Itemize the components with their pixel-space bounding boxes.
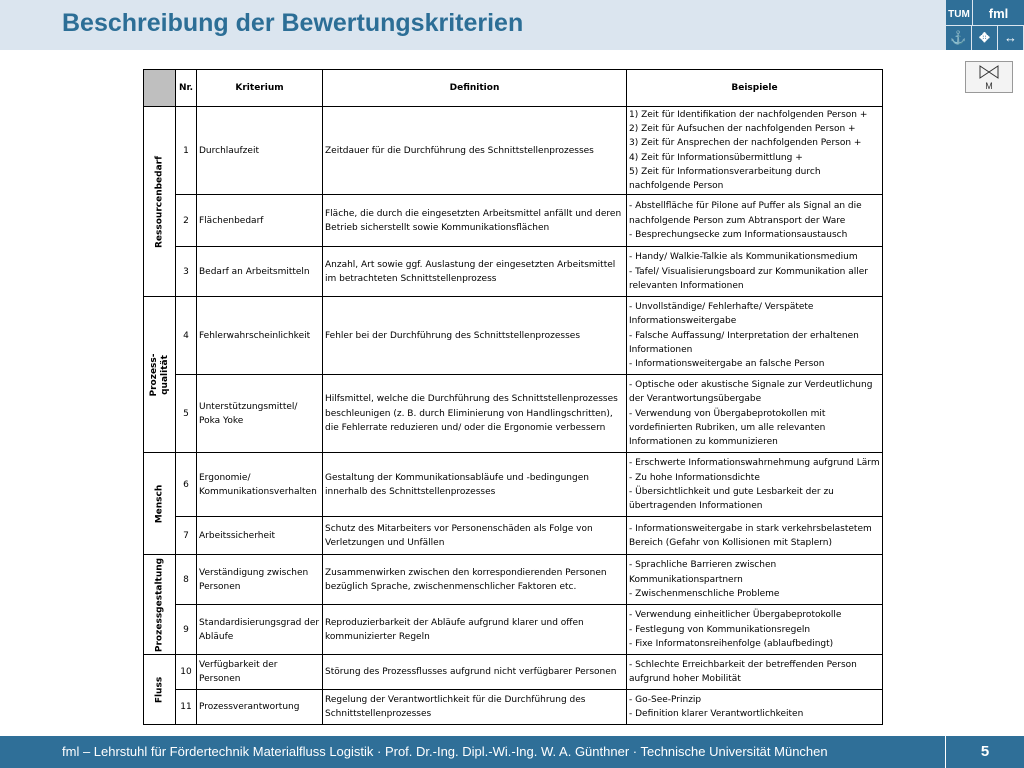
anchor-icon: ⚓ — [946, 26, 971, 50]
row-number: 8 — [176, 555, 197, 605]
row-number: 10 — [176, 655, 197, 690]
row-definition: Gestaltung der Kommunikationsabläufe und -bedingungen innerhalb des Schnittstellenprozesses — [323, 453, 627, 517]
table-row — [144, 107, 883, 195]
table-row — [144, 195, 883, 247]
row-definition: Schutz des Mitarbeiters vor Personenschäden als Folge von Verletzungen und Unfällen — [323, 517, 627, 555]
row-criterion: Durchlaufzeit — [197, 107, 323, 195]
row-number: 9 — [176, 605, 197, 655]
row-criterion: Verfügbarkeit der Personen — [197, 655, 323, 690]
group-cell — [144, 453, 176, 555]
row-criterion: Unterstützungsmittel/ Poka Yoke — [197, 375, 323, 453]
row-criterion: Arbeitssicherheit — [197, 517, 323, 555]
group-label: Fluss — [154, 676, 165, 703]
row-definition: Anzahl, Art sowie ggf. Auslastung der eingesetzten Arbeitsmittel im betrachteten Schnittstellenprozess — [323, 247, 627, 297]
row-definition: Fehler bei der Durchführung des Schnittstellenprozesses — [323, 297, 627, 375]
logo-group — [946, 0, 1024, 50]
row-criterion: Bedarf an Arbeitsmitteln — [197, 247, 323, 297]
fml-logo: fml — [973, 0, 1024, 25]
row-number: 6 — [176, 453, 197, 517]
table-row — [144, 247, 883, 297]
table-header-row — [144, 70, 883, 107]
cross-arrows-icon: ✥ — [972, 26, 997, 50]
table-row — [144, 555, 883, 605]
criteria-table — [143, 69, 883, 725]
row-examples: - Go-See-Prinzip - Definition klarer Verantwortlichkeiten — [627, 690, 883, 725]
row-examples: - Unvollständige/ Fehlerhafte/ Verspätete Informationsweitergabe - Falsche Auffassung/ Interpretation der erhaltenen Informationen - Informationsweitergabe an falsche Person — [627, 297, 883, 375]
group-label: Prozessgestaltung — [154, 557, 165, 652]
row-number: 4 — [176, 297, 197, 375]
double-arrow-icon: ↔ — [998, 26, 1023, 50]
header-nr: Nr. — [176, 70, 197, 107]
footer-bar — [0, 736, 945, 768]
row-number: 3 — [176, 247, 197, 297]
header-definition: Definition — [323, 70, 627, 107]
table-row — [144, 297, 883, 375]
valve-icon — [979, 65, 999, 79]
table-row — [144, 655, 883, 690]
group-cell — [144, 107, 176, 297]
row-examples: - Schlechte Erreichbarkeit der betreffenden Person aufgrund hoher Mobilität — [627, 655, 883, 690]
row-definition: Zeitdauer für die Durchführung des Schnittstellenprozesses — [323, 107, 627, 195]
group-label: Mensch — [154, 484, 165, 524]
row-examples: - Erschwerte Informationswahrnehmung aufgrund Lärm - Zu hohe Informationsdichte - Übersichtlichkeit und gute Lesbarkeit der zu übertragenden Informationen — [627, 453, 883, 517]
row-number: 2 — [176, 195, 197, 247]
row-examples: - Verwendung einheitlicher Übergabeprotokolle - Festlegung von Kommunikationsregeln - Fixe Informatonsreihenfolge (ablaufbedingt) — [627, 605, 883, 655]
row-criterion: Fehlerwahrscheinlichkeit — [197, 297, 323, 375]
header-criterion: Kriterium — [197, 70, 323, 107]
row-definition: Zusammenwirken zwischen den korrespondierenden Personen bezüglich Sprache, zwischenmenschlicher Faktoren etc. — [323, 555, 627, 605]
slide-title: Beschreibung der Bewertungskriterien — [62, 9, 524, 37]
row-definition: Störung des Prozessflusses aufgrund nicht verfügbarer Personen — [323, 655, 627, 690]
footer-text: fml – Lehrstuhl für Fördertechnik Materialfluss Logistik · Prof. Dr.-Ing. Dipl.-Wi.-Ing. W. A. Günthner · Technische Universität München — [62, 744, 828, 759]
group-label: Ressourcenbedarf — [154, 155, 165, 248]
row-examples: - Abstellfläche für Pilone auf Puffer als Signal an die nachfolgende Person zum Abtransport der Ware - Besprechungsecke zum Informationsaustausch — [627, 195, 883, 247]
row-definition: Regelung der Verantwortlichkeit für die Durchführung des Schnittstellenprozesses — [323, 690, 627, 725]
table-row — [144, 605, 883, 655]
page-number-box — [946, 736, 1024, 768]
row-examples: - Informationsweitergabe in stark verkehrsbelastetem Bereich (Gefahr von Kollisionen mit Staplern) — [627, 517, 883, 555]
row-criterion: Standardisierungsgrad der Abläufe — [197, 605, 323, 655]
row-number: 11 — [176, 690, 197, 725]
row-examples: 1) Zeit für Identifikation der nachfolgenden Person + 2) Zeit für Aufsuchen der nachfolgenden Person + 3) Zeit für Ansprechen der nachfolgenden Person + 4) Zeit für Informationsübermittlung + 5) Zeit für Informationsverarbeitung durch nachfolgende Person — [627, 107, 883, 195]
row-criterion: Ergonomie/ Kommunikationsverhalten — [197, 453, 323, 517]
page-number: 5 — [980, 743, 990, 760]
row-number: 7 — [176, 517, 197, 555]
valve-symbol — [965, 61, 1013, 93]
table-row — [144, 517, 883, 555]
row-examples: - Handy/ Walkie-Talkie als Kommunikationsmedium - Tafel/ Visualisierungsboard zur Kommunikation aller relevanten Informationen — [627, 247, 883, 297]
group-cell — [144, 555, 176, 655]
row-criterion: Verständigung zwischen Personen — [197, 555, 323, 605]
valve-label: M — [985, 81, 993, 91]
group-label: Prozess- qualität — [148, 353, 170, 397]
header-examples: Beispiele — [627, 70, 883, 107]
row-examples: - Optische oder akustische Signale zur Verdeutlichung der Verantwortungsübergabe - Verwendung von Übergabeprotokollen mit vordefinierten Rubriken, um alle relevanten Informationen zu kommunizieren — [627, 375, 883, 453]
row-examples: - Sprachliche Barrieren zwischen Kommunikationspartnern - Zwischenmenschliche Probleme — [627, 555, 883, 605]
header-bar — [0, 0, 1024, 50]
row-number: 5 — [176, 375, 197, 453]
header-corner — [144, 70, 176, 107]
row-definition: Hilfsmittel, welche die Durchführung des Schnittstellenprozesses beschleunigen (z. B. durch Eliminierung von Handlingschritten), die Fehlerrate reduzieren und/ oder die Ergonomie verbessern — [323, 375, 627, 453]
row-definition: Reproduzierbarkeit der Abläufe aufgrund klarer und offen kommunizierter Regeln — [323, 605, 627, 655]
row-criterion: Prozessverantwortung — [197, 690, 323, 725]
tum-logo: TUM — [946, 0, 972, 25]
row-definition: Fläche, die durch die eingesetzten Arbeitsmittel anfällt und deren Betrieb sicherstellt sowie Kommunikationsflächen — [323, 195, 627, 247]
table-row — [144, 690, 883, 725]
table-row — [144, 453, 883, 517]
row-criterion: Flächenbedarf — [197, 195, 323, 247]
row-number: 1 — [176, 107, 197, 195]
group-cell — [144, 655, 176, 725]
group-cell — [144, 297, 176, 453]
table-row — [144, 375, 883, 453]
